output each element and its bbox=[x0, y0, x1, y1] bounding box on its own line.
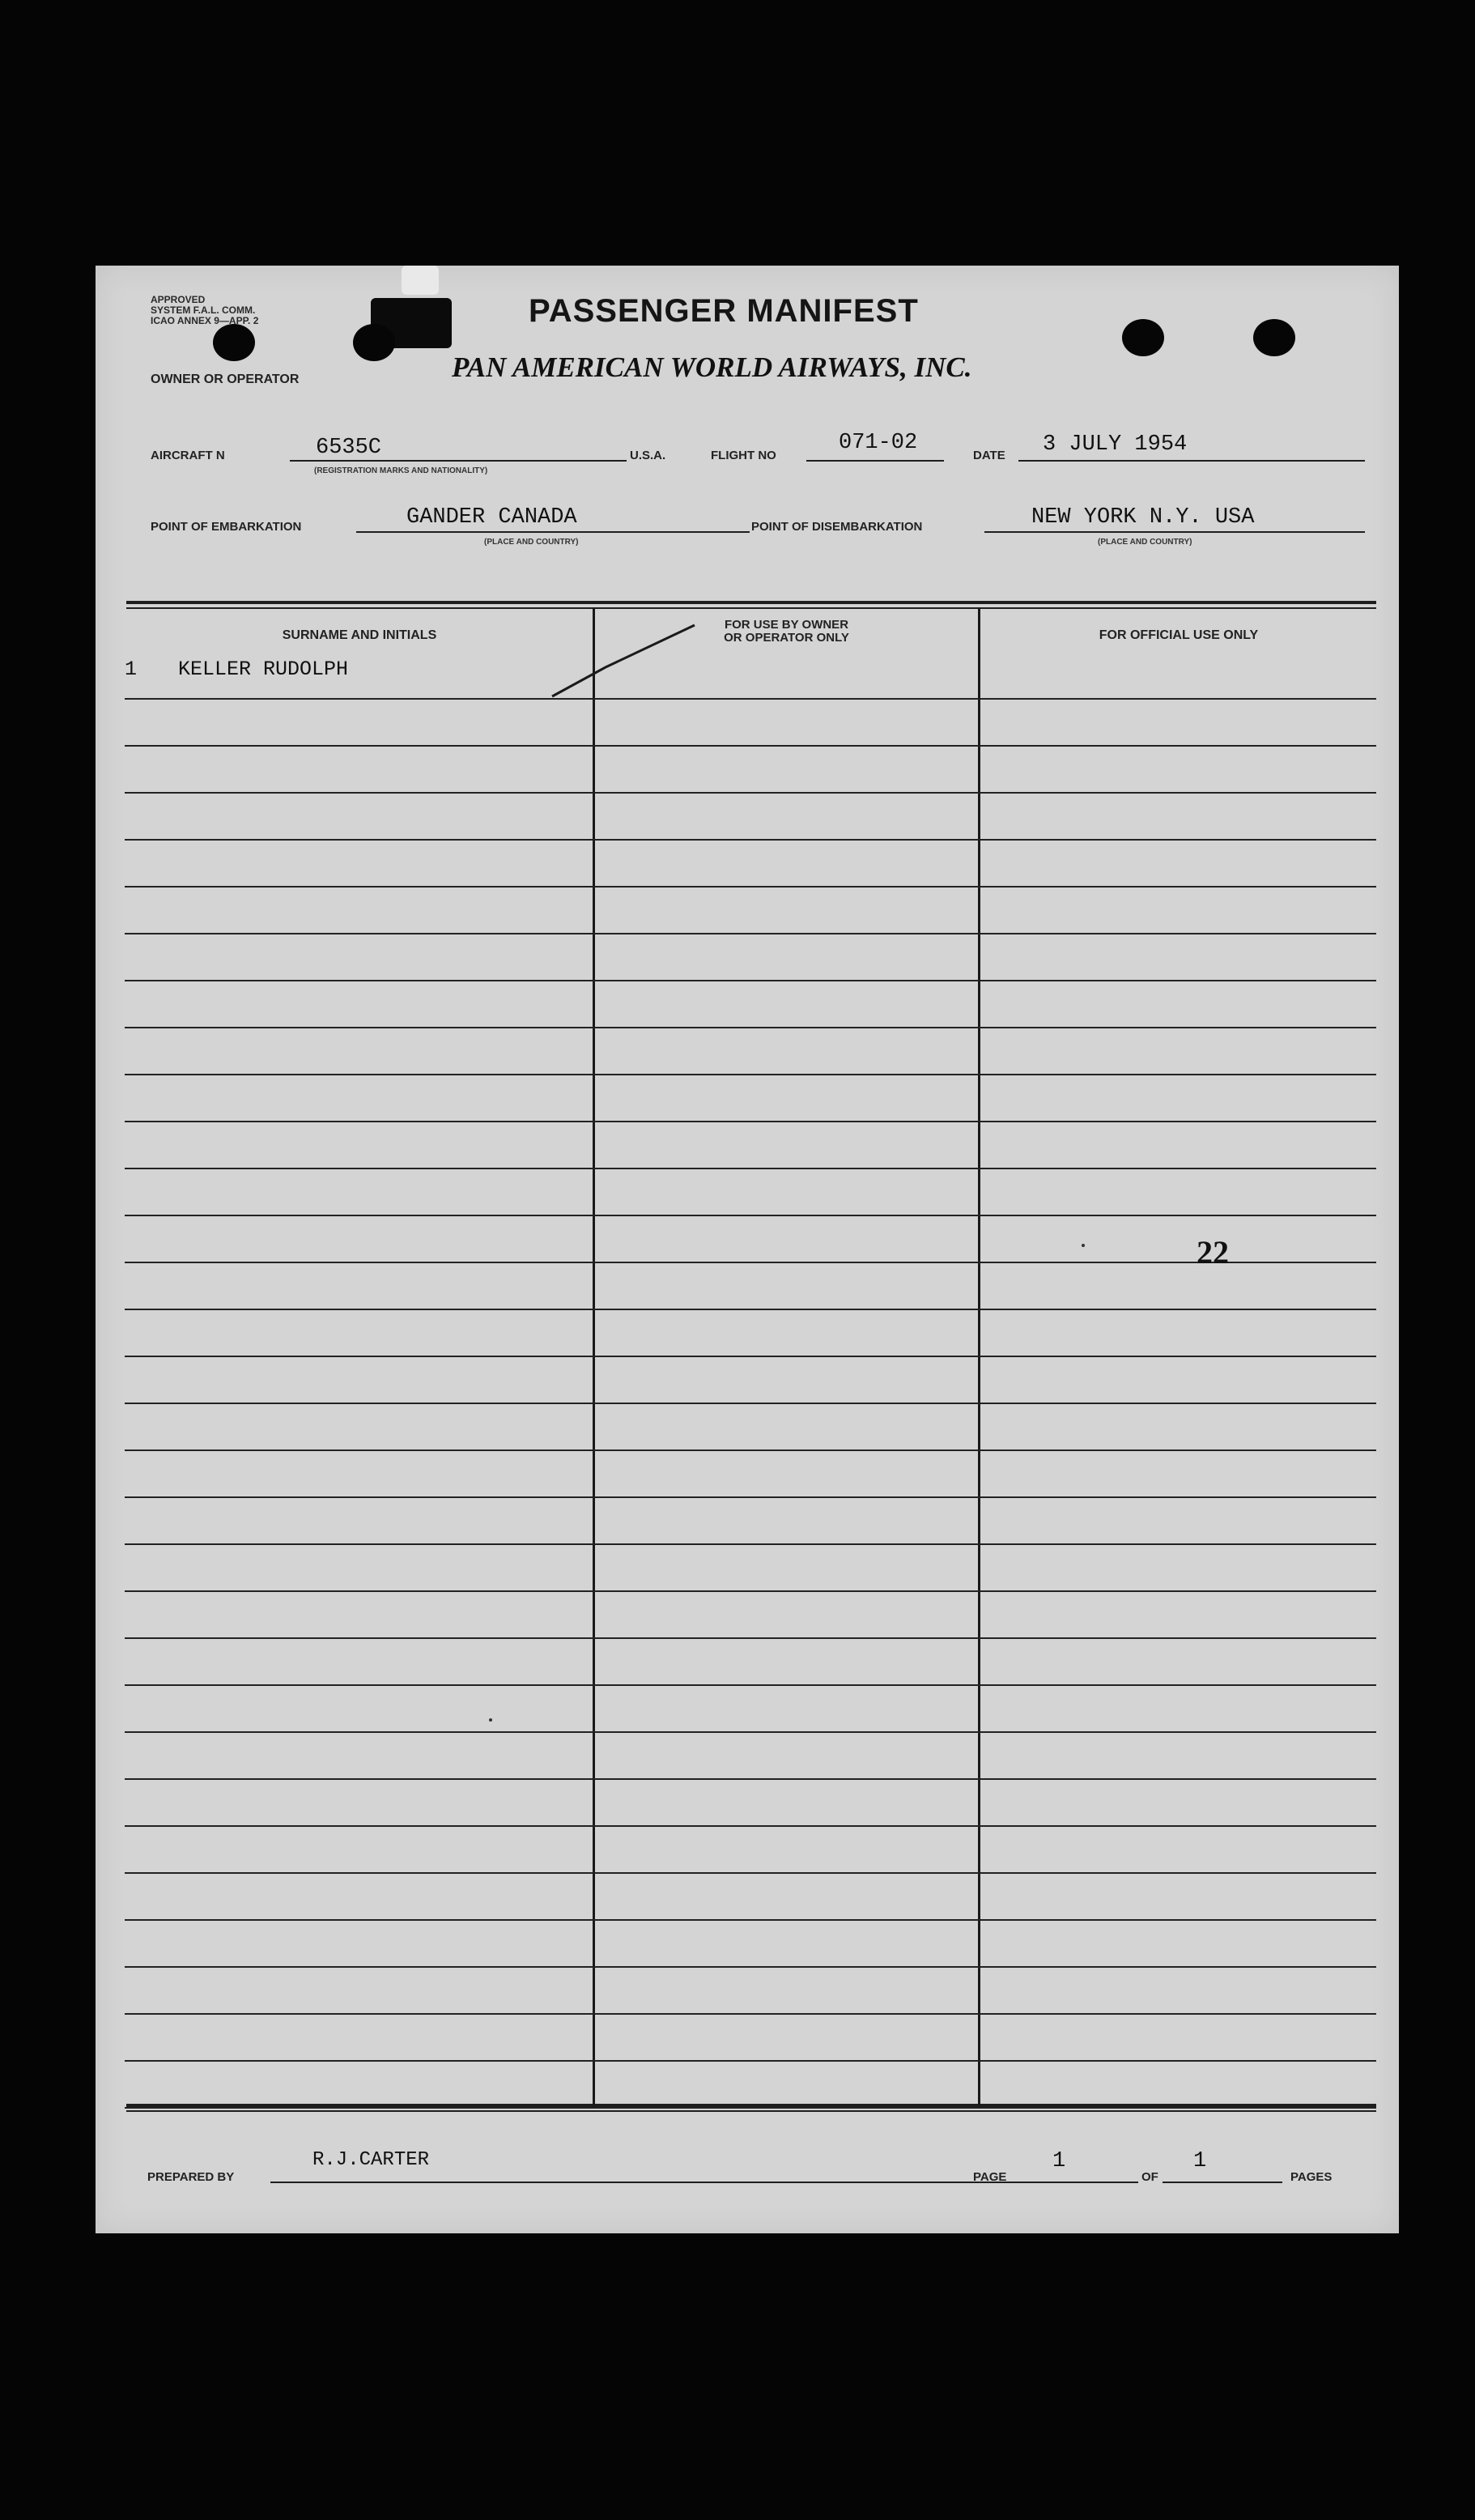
table-row bbox=[125, 747, 1376, 794]
date-label: DATE bbox=[973, 449, 1005, 462]
prepared-by-underline bbox=[270, 2182, 1067, 2183]
table-row bbox=[125, 1686, 1376, 1733]
embarkation-note: (PLACE AND COUNTRY) bbox=[484, 538, 579, 547]
table-row bbox=[125, 1028, 1376, 1075]
flight-no-label: FLIGHT NO bbox=[711, 449, 776, 462]
disembarkation-label: POINT OF DISEMBARKATION bbox=[751, 520, 923, 534]
col-header-owner-line: FOR USE BY OWNER bbox=[724, 618, 849, 632]
table-row bbox=[125, 2062, 1376, 2109]
table-row bbox=[125, 981, 1376, 1028]
pen-stroke bbox=[549, 622, 776, 703]
table-row bbox=[125, 1451, 1376, 1498]
tape-tip bbox=[402, 266, 439, 295]
punch-hole bbox=[213, 324, 255, 361]
table-bottom-rule-inner bbox=[126, 2110, 1376, 2112]
speck bbox=[489, 1718, 492, 1722]
of-value: 1 bbox=[1193, 2149, 1207, 2173]
date-value: 3 JULY 1954 bbox=[1043, 432, 1188, 457]
table-row bbox=[125, 888, 1376, 934]
of-label: OF bbox=[1141, 2170, 1158, 2184]
table-row bbox=[125, 1310, 1376, 1357]
table-row bbox=[125, 1827, 1376, 1874]
date-underline bbox=[1018, 460, 1365, 462]
approval-line: SYSTEM F.A.L. COMM. bbox=[151, 304, 256, 316]
table-row bbox=[125, 1874, 1376, 1921]
col-header-surname: SURNAME AND INITIALS bbox=[282, 628, 437, 642]
passenger-rows bbox=[125, 653, 1376, 2109]
table-row bbox=[125, 1968, 1376, 2015]
col-header-owner-line: OR OPERATOR ONLY bbox=[724, 631, 849, 645]
punch-hole bbox=[353, 324, 395, 361]
table-row bbox=[125, 1780, 1376, 1827]
row-number: 1 bbox=[125, 658, 138, 681]
table-row bbox=[125, 1357, 1376, 1404]
table-row bbox=[125, 1216, 1376, 1263]
col-header-official: FOR OFFICIAL USE ONLY bbox=[1099, 628, 1259, 642]
table-row bbox=[125, 1263, 1376, 1310]
punch-hole bbox=[1253, 319, 1295, 356]
official-stamp: 22 bbox=[1197, 1234, 1229, 1271]
table-row bbox=[125, 1592, 1376, 1639]
usa-label: U.S.A. bbox=[630, 449, 666, 462]
pages-label: PAGES bbox=[1290, 2170, 1333, 2184]
table-row bbox=[125, 1169, 1376, 1216]
page-value: 1 bbox=[1052, 2149, 1066, 2173]
flight-no-value: 071-02 bbox=[839, 431, 918, 455]
flight-no-underline bbox=[806, 460, 944, 462]
prepared-by-label: PREPARED BY bbox=[147, 2170, 235, 2184]
table-top-rule-inner bbox=[126, 607, 1376, 609]
table-row bbox=[125, 1733, 1376, 1780]
page-label: PAGE bbox=[973, 2170, 1007, 2184]
aircraft-underline bbox=[290, 460, 627, 462]
table-row bbox=[125, 934, 1376, 981]
table-row bbox=[125, 794, 1376, 841]
approval-line: ICAO ANNEX 9—APP. 2 bbox=[151, 315, 259, 326]
embarkation-underline bbox=[356, 531, 750, 533]
table-row bbox=[125, 1545, 1376, 1592]
registration-note: (REGISTRATION MARKS AND NATIONALITY) bbox=[314, 466, 488, 475]
owner-label: OWNER OR OPERATOR bbox=[151, 372, 300, 386]
passenger-name: KELLER RUDOLPH bbox=[178, 658, 349, 681]
prepared-by-value: R.J.CARTER bbox=[312, 2149, 430, 2171]
disembarkation-underline bbox=[984, 531, 1365, 533]
table-row bbox=[125, 1404, 1376, 1451]
disembarkation-value: NEW YORK N.Y. USA bbox=[1031, 505, 1255, 530]
airline-name: PAN AMERICAN WORLD AIRWAYS, INC. bbox=[452, 351, 972, 383]
table-row bbox=[125, 1921, 1376, 1968]
table-row bbox=[125, 841, 1376, 888]
punch-hole bbox=[1122, 319, 1164, 356]
embarkation-value: GANDER CANADA bbox=[406, 505, 577, 530]
approval-note bbox=[151, 295, 258, 326]
embarkation-label: POINT OF EMBARKATION bbox=[151, 520, 302, 534]
of-underline bbox=[1163, 2182, 1282, 2183]
speck bbox=[1082, 1244, 1085, 1247]
form-title: PASSENGER MANIFEST bbox=[529, 293, 919, 329]
page-underline bbox=[1015, 2182, 1138, 2183]
aircraft-value: 6535C bbox=[316, 436, 382, 460]
table-top-rule bbox=[126, 601, 1376, 604]
aircraft-label: AIRCRAFT N bbox=[151, 449, 225, 462]
approval-line: APPROVED bbox=[151, 294, 206, 305]
table-row bbox=[125, 1498, 1376, 1545]
table-row bbox=[125, 2015, 1376, 2062]
table-row bbox=[125, 1122, 1376, 1169]
disembarkation-note: (PLACE AND COUNTRY) bbox=[1098, 538, 1192, 547]
table-row bbox=[125, 1075, 1376, 1122]
table-row bbox=[125, 1639, 1376, 1686]
table-row bbox=[125, 700, 1376, 747]
manifest-sheet bbox=[96, 266, 1399, 2233]
